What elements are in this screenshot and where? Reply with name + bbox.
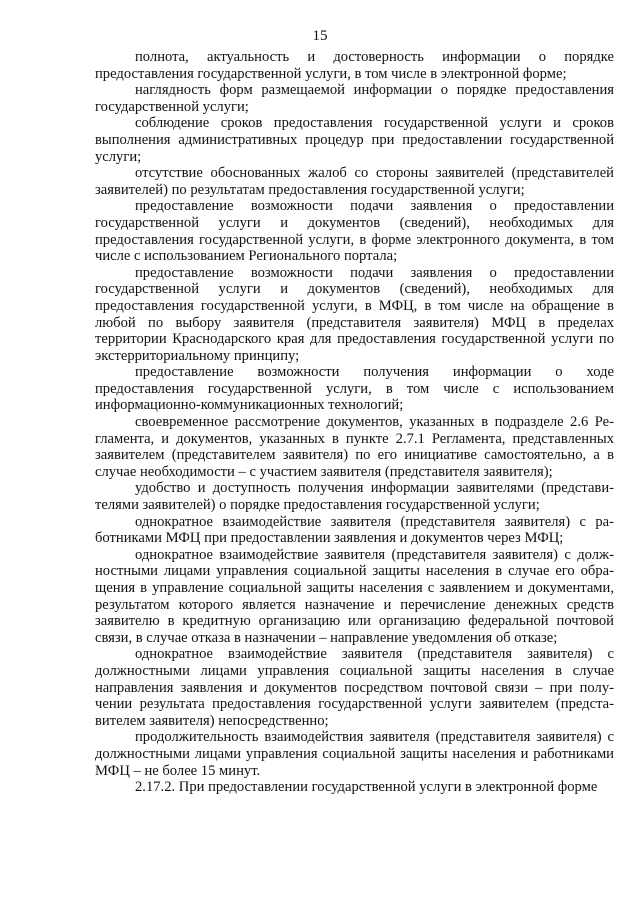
paragraph: предоставление возможности получения информации о ходе предоставления государственной услуги, в том числе с использованием информационно-коммуникационных технологий;	[95, 364, 614, 414]
paragraph: отсутствие обоснованных жалоб со стороны заявителей (представителей заявителей) по результатам предоставления государственной услуги;	[95, 165, 614, 198]
paragraph: наглядность форм размещаемой информации о порядке предоставления государственной услуги;	[95, 82, 614, 115]
paragraph: предоставление возможности подачи заявления о предоставлении государственной услуги и документов (сведений), необходимых для предоставления государственной услуги, в форме электронного документа, в том числе с использованием Регионального портала;	[95, 198, 614, 265]
paragraph: своевременное рассмотрение документов, указанных в подразделе 2.6 Регламента, и документов, указанных в пункте 2.7.1 Регламента, представленных заявителем (представителем заявителя) по его инициативе самостоятельно, а в случае необходимости – с участием заявителя (представителя заявителя);	[95, 414, 614, 480]
paragraph: предоставление возможности подачи заявления о предоставлении государственной услуги и документов (сведений), необходимых для предоставления государственной услуги, в МФЦ, в том числе на обращение в любой по выбору заявителя (представителя заявителя) МФЦ в пределах территории Краснодарского края для предоставления государственной услуги по экстерриториальному принципу;	[95, 264, 614, 364]
document-body	[95, 49, 614, 796]
paragraph: удобство и доступность получения информации заявителями (представителями заявителей) о порядке предоставления государственной услуги;	[95, 480, 614, 514]
paragraph: однократное взаимодействие заявителя (представителя заявителя) с должностными лицами управления социальной защиты населения в случае направления заявления и документов посредством почтовой связи – при получении результата предоставления государственной услуги заявителем (представителем заявителя) непосредственно;	[95, 646, 614, 729]
paragraph: однократное взаимодействие заявителя (представителя заявителя) с работниками МФЦ при предоставлении заявления и документов через МФЦ;	[95, 513, 614, 547]
paragraph: соблюдение сроков предоставления государственной услуги и сроков выполнения административных процедур при предоставлении государственной услуги;	[95, 115, 614, 165]
page-number: 15	[312, 28, 328, 44]
paragraph: полнота, актуальность и достоверность информации о порядке предоставления государственной услуги, в том числе в электронной форме;	[95, 49, 614, 82]
paragraph: 2.17.2. При предоставлении государственной услуги в электронной форме	[135, 779, 598, 796]
paragraph: продолжительность взаимодействия заявителя (представителя заявителя) с должностными лицами управления социальной защиты населения и работниками МФЦ – не более 15 минут.	[95, 729, 614, 779]
paragraph: однократное взаимодействие заявителя (представителя заявителя) с должностными лицами управления социальной защиты населения в случае его обращения в управление социальной защиты населения с заявлением и документами, результатом которого является назначение и перечисление денежных средств заявителю в кредитную организацию или организацию федеральной почтовой связи, в случае отказа в назначении – направление уведомления об отказе;	[95, 546, 614, 646]
